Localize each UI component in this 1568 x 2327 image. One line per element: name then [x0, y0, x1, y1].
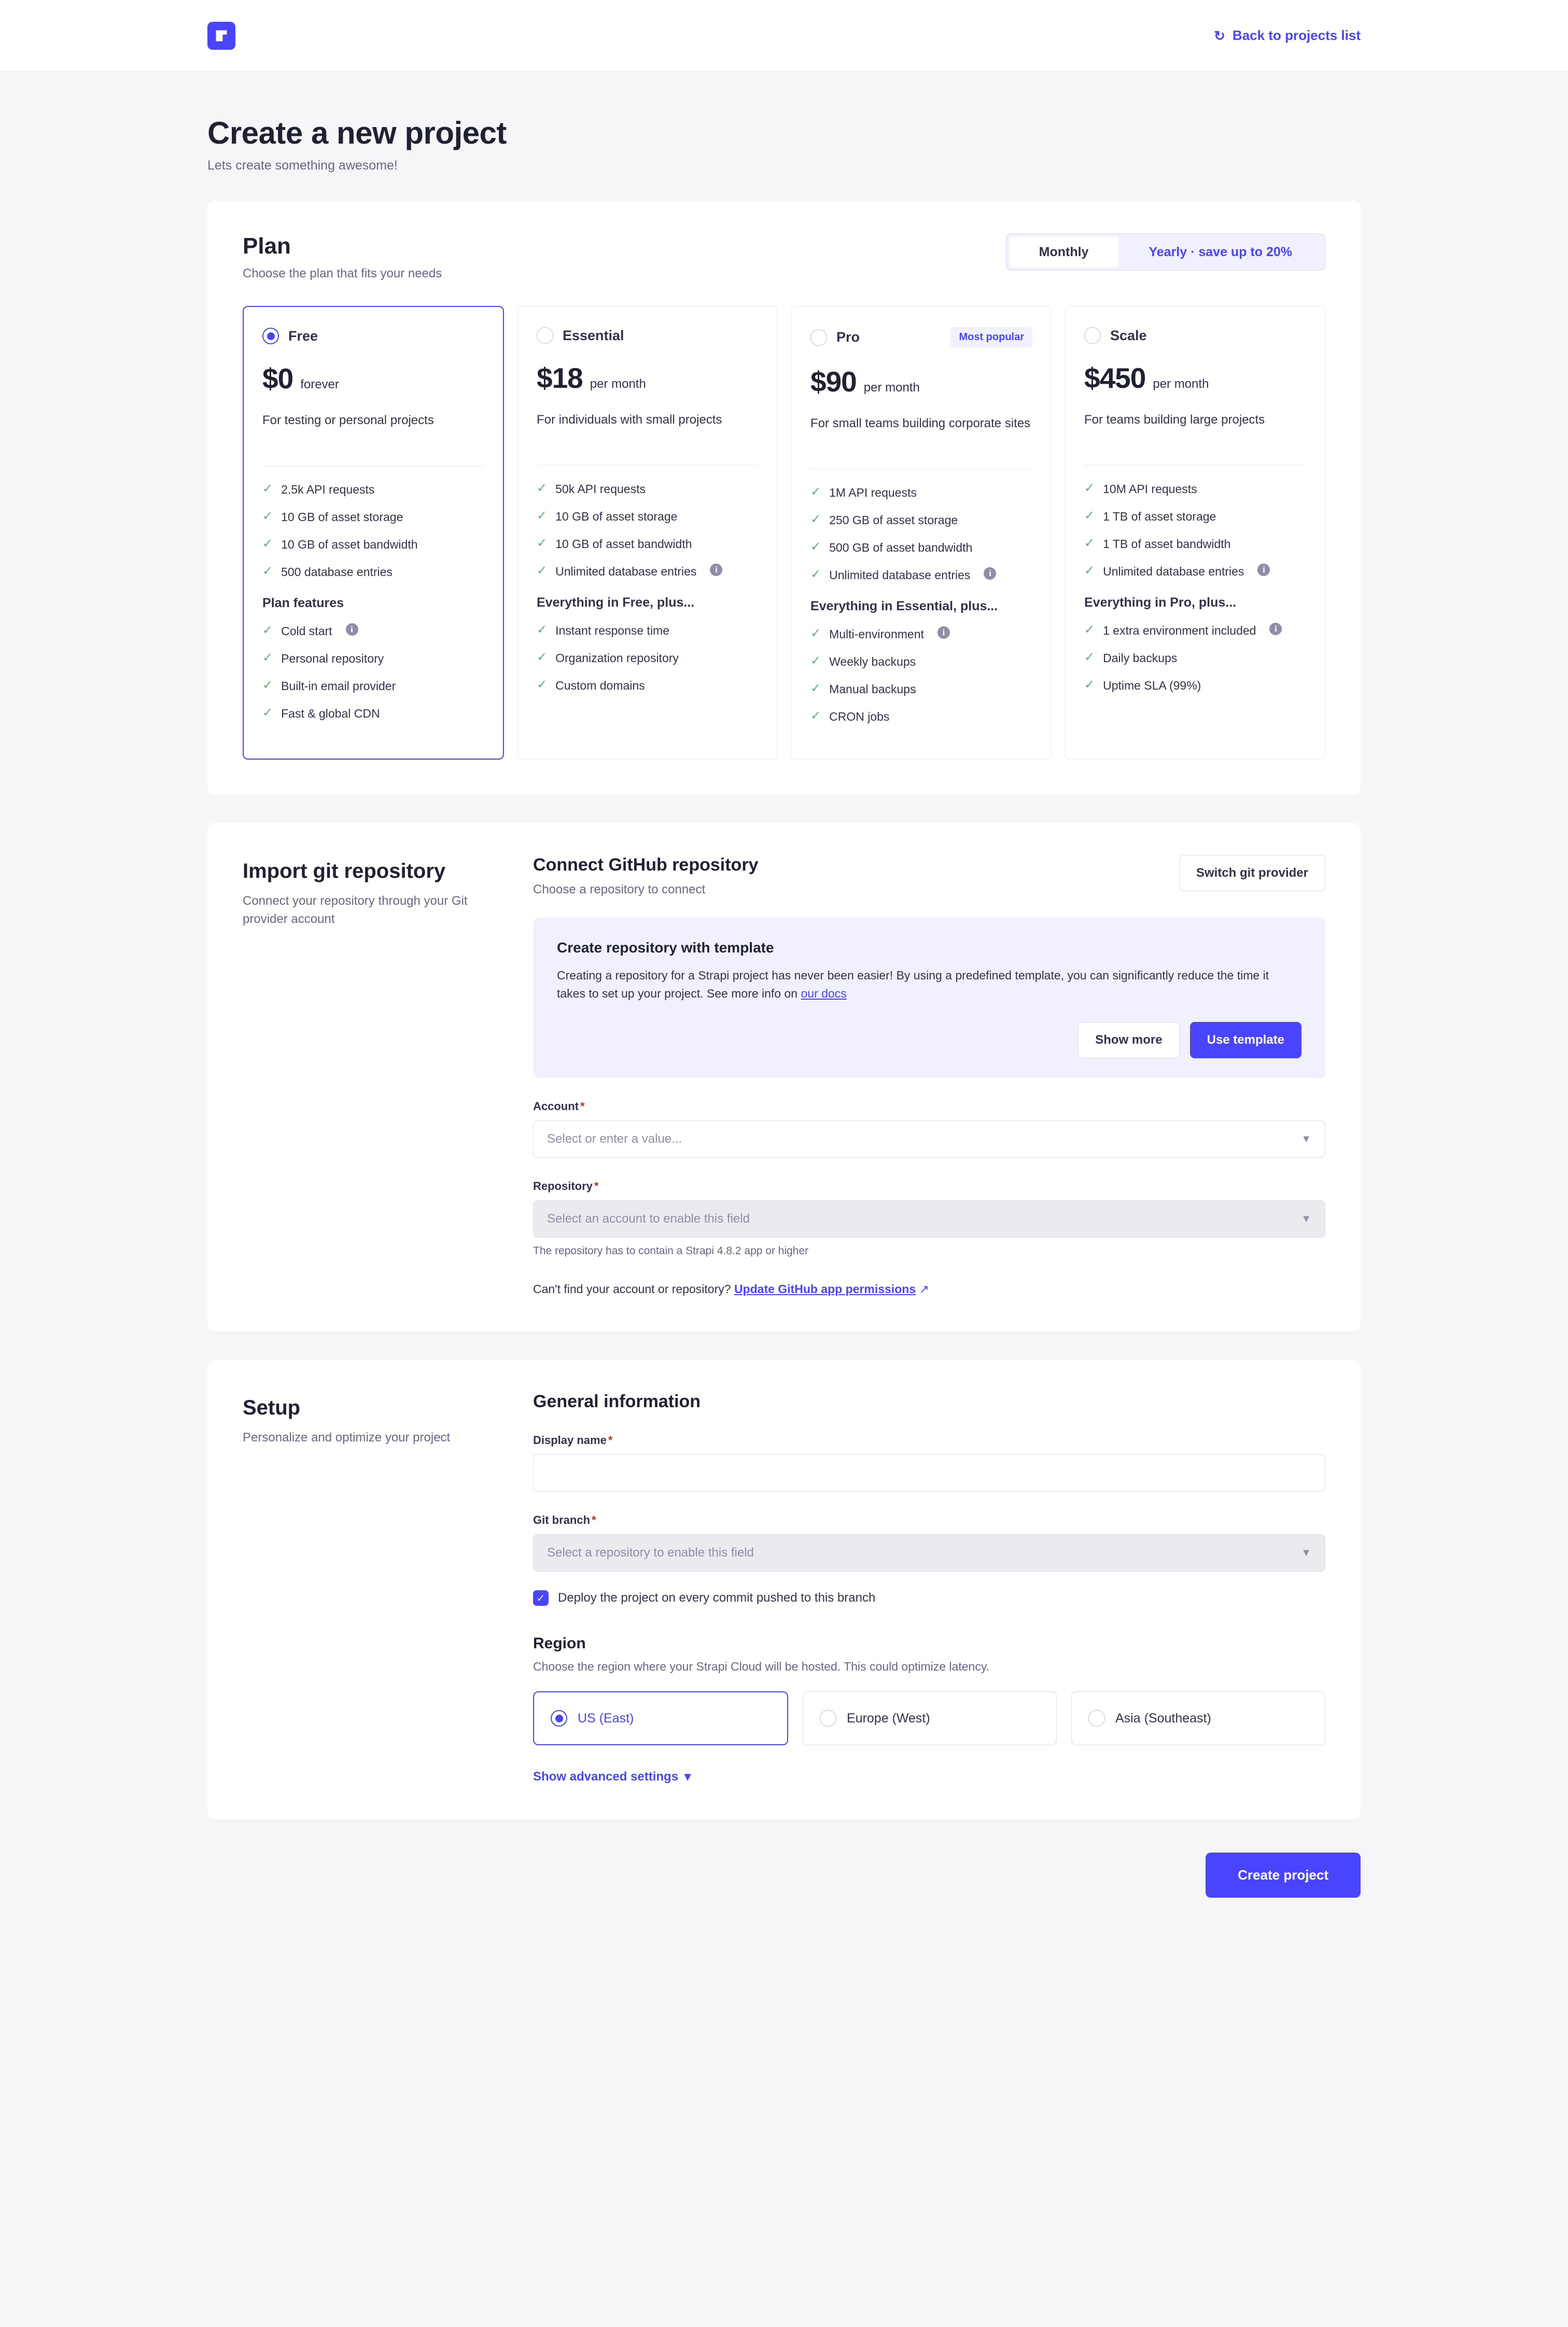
region-options	[533, 1691, 1325, 1745]
region-label-us-east: US (East)	[578, 1711, 634, 1726]
plan-period-essential: per month	[590, 377, 646, 391]
region-title: Region	[533, 1635, 586, 1652]
info-icon[interactable]: i	[1257, 564, 1270, 576]
template-notice-body	[557, 966, 1283, 1002]
setup-section-title: Setup	[243, 1396, 301, 1420]
git-branch-label	[533, 1513, 1325, 1527]
update-github-permissions-link[interactable]: Update GitHub app permissions	[734, 1282, 916, 1296]
billing-period-toggle[interactable]	[1006, 233, 1325, 271]
plan-name-free: Free	[288, 328, 318, 344]
plan-radio-essential[interactable]	[537, 327, 553, 344]
check-icon: ✓	[810, 709, 821, 723]
check-icon: ✓	[1084, 509, 1095, 523]
repository-select[interactable]	[533, 1200, 1325, 1238]
git-section-description: Connect your repository through your Git provider account	[243, 894, 468, 927]
template-notice	[533, 918, 1325, 1078]
account-select-value: Select or enter a value...	[547, 1132, 682, 1146]
region-option-europe-west[interactable]	[803, 1691, 1057, 1745]
account-label	[533, 1100, 1325, 1113]
deploy-on-commit-checkbox[interactable]: ✓	[533, 1590, 549, 1606]
our-docs-link[interactable]: our docs	[801, 986, 847, 1000]
plan-feature: 10 GB of asset storage	[555, 510, 678, 524]
check-icon: ✓	[810, 654, 821, 668]
chevron-down-icon: ▼	[1301, 1133, 1311, 1145]
plan-extra-feature: Organization repository	[555, 651, 679, 665]
check-icon: ✓	[262, 706, 273, 720]
region-radio-asia-southeast[interactable]	[1088, 1710, 1105, 1727]
billing-yearly-option[interactable]: Yearly · save up to 20%	[1149, 244, 1292, 259]
plan-description-essential: For individuals with small projects	[537, 413, 722, 427]
plan-name-pro: Pro	[836, 329, 860, 345]
connect-github-subtitle: Choose a repository to connect	[533, 882, 706, 897]
plan-extra-feature: Personal repository	[281, 652, 384, 666]
plan-price-scale: $450	[1084, 362, 1146, 394]
info-icon[interactable]: i	[1269, 623, 1282, 635]
check-icon: ✓	[537, 678, 548, 692]
repository-label-text: Repository	[533, 1180, 593, 1193]
chevron-down-icon: ▼	[1301, 1213, 1311, 1225]
git-branch-select[interactable]	[533, 1534, 1325, 1572]
general-information-title: General information	[533, 1392, 701, 1412]
plan-feature: 250 GB of asset storage	[829, 513, 958, 527]
repository-label	[533, 1180, 1325, 1193]
plan-feature: Unlimited database entries	[1103, 565, 1244, 579]
account-label-text: Account	[533, 1100, 579, 1113]
plan-section-subtitle: Choose the plan that fits your needs	[243, 267, 442, 281]
region-subtitle: Choose the region where your Strapi Cloud will be hosted. This could optimize latency.	[533, 1660, 990, 1674]
check-icon: ✓	[262, 537, 273, 551]
plan-feature: 1 TB of asset bandwidth	[1103, 537, 1231, 551]
plan-extra-feature: Weekly backups	[829, 655, 916, 669]
plan-options	[243, 306, 1325, 760]
plan-extra-feature: Manual backups	[829, 682, 916, 696]
check-icon: ✓	[537, 623, 548, 637]
check-icon: ✓	[537, 564, 548, 578]
plan-extra-feature: CRON jobs	[829, 710, 890, 724]
display-name-input[interactable]	[533, 1454, 1325, 1492]
cant-find-row	[533, 1282, 1325, 1296]
top-bar	[0, 0, 1568, 72]
plan-feature: 500 GB of asset bandwidth	[829, 541, 973, 555]
check-icon: ✓	[810, 540, 821, 554]
check-icon: ✓	[262, 651, 273, 665]
check-icon: ✓	[1084, 623, 1095, 637]
refresh-icon: ↻	[1214, 27, 1225, 44]
plan-extra-feature: Instant response time	[555, 624, 670, 638]
import-git-card	[207, 823, 1361, 1331]
plan-option-free[interactable]	[243, 306, 504, 760]
page-header	[0, 72, 1568, 173]
region-option-us-east[interactable]	[533, 1691, 788, 1745]
plan-feature: 50k API requests	[555, 482, 646, 496]
deploy-on-commit-label: Deploy the project on every commit pushed to this branch	[558, 1591, 876, 1605]
plan-extra-feature: Built-in email provider	[281, 679, 396, 693]
display-name-label	[533, 1434, 1325, 1447]
display-name-label-text: Display name	[533, 1434, 607, 1447]
required-marker: *	[594, 1180, 599, 1193]
plan-option-scale[interactable]	[1065, 306, 1325, 760]
region-option-asia-southeast[interactable]	[1071, 1691, 1325, 1745]
required-marker: *	[592, 1513, 596, 1527]
plan-extra-feature: Cold start	[281, 624, 332, 638]
check-icon: ✓	[1084, 481, 1095, 495]
page-subtitle: Lets create something awesome!	[207, 158, 398, 173]
plan-extra-title: Everything in Essential, plus...	[810, 599, 998, 614]
region-label-europe-west: Europe (West)	[847, 1711, 930, 1726]
plan-price-pro: $90	[810, 366, 857, 398]
plan-radio-scale[interactable]	[1084, 327, 1101, 344]
check-icon: ✓	[262, 678, 273, 693]
check-icon: ✓	[262, 509, 273, 524]
billing-monthly-option[interactable]: Monthly	[1009, 236, 1119, 268]
template-notice-title: Create repository with template	[557, 940, 774, 956]
repository-field	[533, 1180, 1325, 1257]
required-marker: *	[580, 1100, 585, 1113]
plan-feature: 10 GB of asset storage	[281, 510, 403, 524]
info-icon[interactable]: i	[346, 623, 358, 636]
plan-radio-pro[interactable]	[810, 329, 827, 346]
plan-feature: Unlimited database entries	[829, 568, 971, 582]
plan-extra-feature: Uptime SLA (99%)	[1103, 679, 1201, 693]
info-icon[interactable]: i	[984, 567, 996, 580]
check-icon: ✓	[262, 623, 273, 638]
divider	[537, 465, 759, 466]
info-icon[interactable]: i	[937, 626, 950, 639]
plan-card	[207, 201, 1361, 795]
git-branch-field	[533, 1513, 1325, 1572]
check-icon: ✓	[810, 626, 821, 641]
deploy-on-commit-row[interactable]	[533, 1590, 1325, 1606]
check-icon: ✓	[810, 681, 821, 696]
back-to-projects-link[interactable]	[1214, 27, 1361, 44]
plan-extra-feature: Daily backups	[1103, 651, 1178, 665]
cant-find-text: Can't find your account or repository?	[533, 1282, 734, 1296]
plan-feature: 10 GB of asset bandwidth	[555, 537, 692, 551]
most-popular-badge: Most popular	[950, 327, 1032, 347]
plan-extra-feature: Fast & global CDN	[281, 707, 380, 721]
git-branch-label-text: Git branch	[533, 1513, 591, 1527]
plan-extra-feature: 1 extra environment included	[1103, 624, 1256, 638]
show-more-button[interactable]: Show more	[1078, 1022, 1179, 1058]
show-advanced-settings-label: Show advanced settings	[533, 1769, 679, 1784]
check-icon: ✓	[262, 564, 273, 579]
plan-feature: 2.5k API requests	[281, 483, 375, 496]
check-icon: ✓	[810, 512, 821, 527]
account-field	[533, 1100, 1325, 1158]
region-radio-europe-west[interactable]	[820, 1710, 836, 1727]
account-select[interactable]	[533, 1120, 1325, 1158]
plan-extra-feature: Custom domains	[555, 679, 645, 693]
plan-price-free: $0	[262, 362, 293, 395]
check-icon: ✓	[810, 485, 821, 499]
required-marker: *	[608, 1434, 613, 1447]
plan-feature: 10 GB of asset bandwidth	[281, 538, 418, 552]
strapi-logo-icon[interactable]	[207, 22, 235, 50]
back-to-projects-label: Back to projects list	[1232, 27, 1361, 43]
chevron-down-icon: ▾	[684, 1770, 691, 1784]
check-icon: ✓	[537, 536, 548, 551]
template-notice-text: Creating a repository for a Strapi project has never been easier! By using a predefined template, you can significantly reduce the time it takes to set up your project. See more info on	[557, 969, 1269, 1000]
divider	[1084, 465, 1306, 466]
check-icon: ✓	[1084, 536, 1095, 551]
check-icon: ✓	[262, 482, 273, 496]
plan-description-free: For testing or personal projects	[262, 413, 434, 427]
show-advanced-settings-toggle[interactable]	[533, 1769, 691, 1784]
plan-description-scale: For teams building large projects	[1084, 413, 1265, 427]
repository-hint: The repository has to contain a Strapi 4.8.2 app or higher	[533, 1245, 809, 1257]
plan-extra-feature: Multi-environment	[829, 627, 924, 641]
repository-select-value: Select an account to enable this field	[547, 1212, 750, 1226]
connect-github-title: Connect GitHub repository	[533, 855, 759, 875]
info-icon[interactable]: i	[710, 564, 722, 576]
plan-period-free: forever	[300, 377, 339, 391]
check-icon: ✓	[810, 567, 821, 582]
plan-section-title: Plan	[243, 233, 291, 259]
region-label-asia-southeast: Asia (Southeast)	[1115, 1711, 1211, 1726]
plan-feature: 500 database entries	[281, 565, 393, 579]
setup-card	[207, 1359, 1361, 1819]
display-name-field	[533, 1434, 1325, 1492]
plan-price-essential: $18	[537, 362, 583, 394]
region-radio-us-east[interactable]	[551, 1710, 567, 1727]
plan-feature: 1M API requests	[829, 486, 917, 499]
check-icon: ✓	[1084, 564, 1095, 578]
plan-description-pro: For small teams building corporate sites	[810, 416, 1031, 430]
git-branch-value: Select a repository to enable this field	[547, 1546, 754, 1560]
plan-name-essential: Essential	[563, 327, 624, 343]
create-project-button[interactable]: Create project	[1206, 1853, 1361, 1898]
plan-option-essential[interactable]	[517, 306, 778, 760]
footer-actions	[0, 1819, 1568, 1898]
plan-extra-title: Plan features	[262, 596, 344, 611]
plan-feature: Unlimited database entries	[555, 565, 697, 579]
plan-name-scale: Scale	[1110, 327, 1147, 343]
plan-radio-free[interactable]	[262, 328, 279, 344]
check-icon: ✓	[1084, 650, 1095, 665]
external-link-icon: ↗	[919, 1282, 929, 1296]
setup-section-description: Personalize and optimize your project	[243, 1431, 451, 1445]
plan-extra-title: Everything in Free, plus...	[537, 595, 695, 610]
check-icon: ✓	[1084, 678, 1095, 692]
plan-period-scale: per month	[1153, 377, 1209, 391]
check-icon: ✓	[537, 481, 548, 495]
plan-extra-title: Everything in Pro, plus...	[1084, 595, 1237, 610]
page-title: Create a new project	[207, 116, 507, 150]
plan-option-pro[interactable]	[791, 306, 1052, 760]
use-template-button[interactable]: Use template	[1190, 1022, 1301, 1058]
chevron-down-icon: ▼	[1301, 1547, 1311, 1559]
plan-feature: 10M API requests	[1103, 482, 1197, 496]
git-section-title: Import git repository	[243, 860, 446, 883]
plan-period-pro: per month	[863, 381, 920, 395]
switch-git-provider-button[interactable]: Switch git provider	[1179, 855, 1325, 891]
plan-feature: 1 TB of asset storage	[1103, 510, 1216, 524]
check-icon: ✓	[537, 650, 548, 665]
check-icon: ✓	[537, 509, 548, 523]
